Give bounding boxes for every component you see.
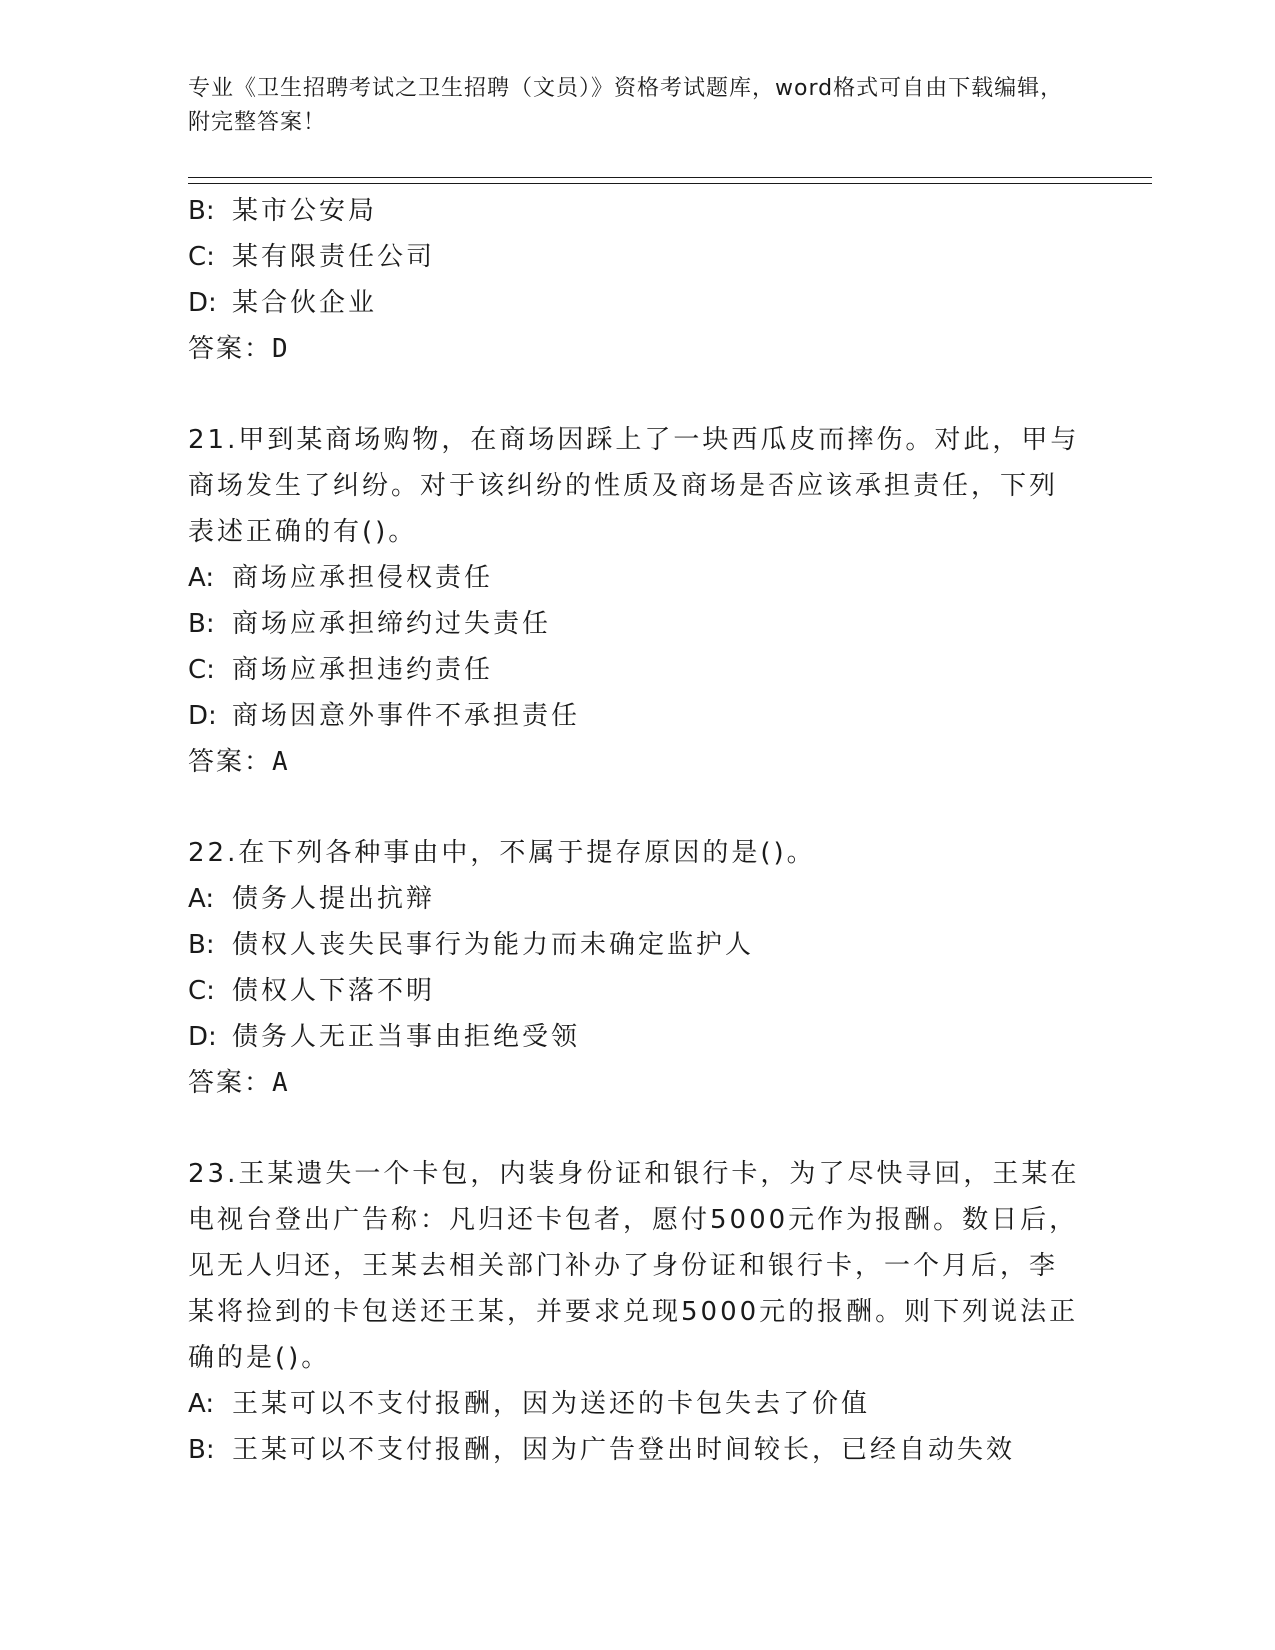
answer-value: D bbox=[272, 334, 290, 364]
option-letter: D: bbox=[188, 288, 217, 318]
option-letter: B: bbox=[188, 1435, 215, 1465]
option-text: 债权人下落不明 bbox=[232, 976, 436, 1006]
question-stem-line: 确的是()。 bbox=[188, 1343, 331, 1373]
question-block bbox=[188, 1151, 1088, 1473]
option-text: 债务人提出抗辩 bbox=[232, 884, 436, 914]
block-spacer bbox=[188, 1106, 1088, 1151]
option-letter: B: bbox=[188, 196, 215, 226]
option-b bbox=[188, 1427, 1088, 1473]
option-letter: A: bbox=[188, 884, 215, 914]
option-letter: C: bbox=[188, 242, 215, 272]
answer-line bbox=[188, 739, 1088, 785]
document-header bbox=[188, 72, 1068, 140]
option-text: 商场应承担违约责任 bbox=[232, 655, 494, 685]
option-c bbox=[188, 234, 1088, 280]
option-a bbox=[188, 876, 1088, 922]
header-divider-top bbox=[188, 177, 1152, 178]
question-stem-line: 某将捡到的卡包送还王某，并要求兑现5000元的报酬。则下列说法正 bbox=[188, 1297, 1079, 1327]
option-d bbox=[188, 693, 1088, 739]
option-letter: A: bbox=[188, 563, 215, 593]
question-stem-line: 电视台登出广告称：凡归还卡包者，愿付5000元作为报酬。数日后， bbox=[188, 1205, 1079, 1235]
option-text: 某有限责任公司 bbox=[232, 242, 436, 272]
option-text: 商场应承担侵权责任 bbox=[232, 563, 494, 593]
option-text: 债务人无正当事由拒绝受领 bbox=[232, 1022, 581, 1052]
option-letter: C: bbox=[188, 976, 215, 1006]
option-c bbox=[188, 647, 1088, 693]
answer-label: 答案： bbox=[188, 747, 273, 777]
option-d bbox=[188, 280, 1088, 326]
option-c bbox=[188, 968, 1088, 1014]
option-letter: B: bbox=[188, 609, 215, 639]
question-stem-line: 21.甲到某商场购物，在商场因踩上了一块西瓜皮而摔伤。对此，甲与 bbox=[188, 425, 1080, 455]
block-spacer bbox=[188, 372, 1088, 417]
question-stem-line: 表述正确的有()。 bbox=[188, 517, 418, 547]
answer-line bbox=[188, 326, 1088, 372]
question-list bbox=[188, 188, 1088, 1473]
block-spacer bbox=[188, 785, 1088, 830]
question-block bbox=[188, 830, 1088, 1106]
option-a bbox=[188, 1381, 1088, 1427]
option-b bbox=[188, 922, 1088, 968]
question-stem-line: 22.在下列各种事由中，不属于提存原因的是()。 bbox=[188, 838, 816, 868]
answer-label: 答案： bbox=[188, 334, 273, 364]
answer-line bbox=[188, 1060, 1088, 1106]
option-b bbox=[188, 188, 1088, 234]
option-text: 商场因意外事件不承担责任 bbox=[232, 701, 581, 731]
option-text: 某合伙企业 bbox=[232, 288, 378, 318]
option-letter: A: bbox=[188, 1389, 215, 1419]
option-a bbox=[188, 555, 1088, 601]
option-b bbox=[188, 601, 1088, 647]
question-block bbox=[188, 417, 1088, 785]
question-stem-line: 商场发生了纠纷。对于该纠纷的性质及商场是否应该承担责任，下列 bbox=[188, 471, 1059, 501]
answer-value: A bbox=[272, 747, 290, 777]
option-text: 债权人丧失民事行为能力而未确定监护人 bbox=[232, 930, 755, 960]
option-letter: D: bbox=[188, 1022, 217, 1052]
option-text: 某市公安局 bbox=[232, 196, 378, 226]
option-letter: D: bbox=[188, 701, 217, 731]
header-divider-bottom bbox=[188, 183, 1152, 184]
question-stem-line: 23.王某遗失一个卡包，内装身份证和银行卡，为了尽快寻回，王某在 bbox=[188, 1159, 1080, 1189]
option-d bbox=[188, 1014, 1088, 1060]
answer-label: 答案： bbox=[188, 1068, 273, 1098]
option-letter: C: bbox=[188, 655, 215, 685]
answer-value: A bbox=[272, 1068, 290, 1098]
option-text: 王某可以不支付报酬，因为送还的卡包失去了价值 bbox=[232, 1389, 871, 1419]
header-text: 专业《卫生招聘考试之卫生招聘（文员）》资格考试题库，word格式可自由下载编辑，附完整答案！ bbox=[188, 76, 1064, 135]
option-text: 商场应承担缔约过失责任 bbox=[232, 609, 552, 639]
question-stem-line: 见无人归还，王某去相关部门补办了身份证和银行卡，一个月后，李 bbox=[188, 1251, 1059, 1281]
option-text: 王某可以不支付报酬，因为广告登出时间较长，已经自动失效 bbox=[232, 1435, 1016, 1465]
option-letter: B: bbox=[188, 930, 215, 960]
question-block bbox=[188, 188, 1088, 372]
